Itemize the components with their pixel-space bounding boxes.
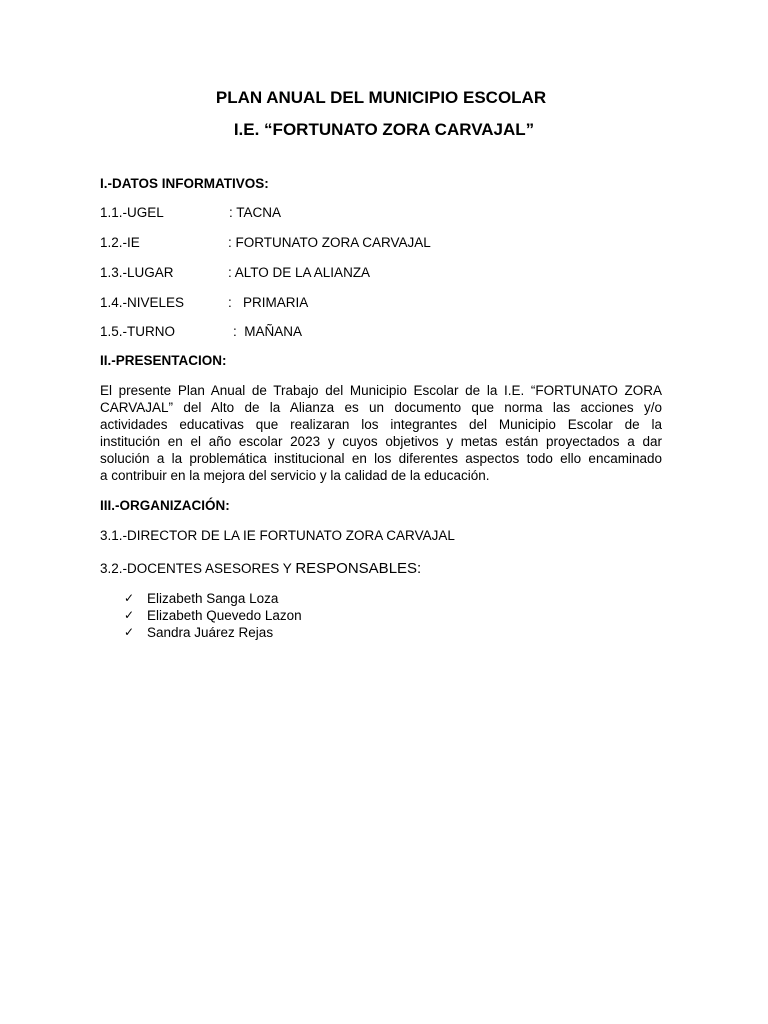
paragraph-line: El presente Plan Anual de Trabajo del Municipio Escolar de la I.E. “FORTUNATO ZORA	[100, 383, 662, 398]
info-label: 1.2.-IE	[100, 235, 140, 250]
checkmark-icon: ✓	[124, 608, 135, 622]
paragraph-line: a contribuir en la mejora del servicio y la calidad de la educación.	[100, 468, 490, 483]
paragraph-line: CARVAJAL” del Alto de la Alianza es un documento que norma las acciones y/o	[100, 400, 662, 415]
presentation-paragraph	[100, 382, 662, 484]
info-value: : PRIMARIA	[228, 295, 309, 310]
section-heading-datos: I.-DATOS INFORMATIVOS:	[100, 176, 269, 191]
organization-director: 3.1.-DIRECTOR DE LA IE FORTUNATO ZORA CARVAJAL	[100, 528, 455, 543]
advisors-heading-suffix: RESPONSABLES:	[295, 560, 422, 577]
section-heading-organizacion: III.-ORGANIZACIÓN:	[100, 498, 230, 513]
info-label: 1.1.-UGEL	[100, 205, 164, 220]
paragraph-line: solución a la problemática institucional en los diferentes aspectos todo ello encaminado	[100, 451, 662, 466]
document-subtitle: I.E. “FORTUNATO ZORA CARVAJAL”	[233, 120, 535, 139]
advisor-name: Elizabeth Quevedo Lazon	[147, 608, 302, 623]
info-value: : TACNA	[229, 205, 282, 220]
document-title: PLAN ANUAL DEL MUNICIPIO ESCOLAR	[215, 88, 547, 107]
info-value: : ALTO DE LA ALIANZA	[228, 265, 371, 280]
advisor-name: Elizabeth Sanga Loza	[147, 591, 279, 606]
organization-advisors-heading	[100, 561, 421, 577]
info-value: : FORTUNATO ZORA CARVAJAL	[228, 235, 431, 250]
checkmark-icon: ✓	[124, 625, 135, 639]
info-value: : MAÑANA	[233, 324, 303, 339]
info-label: 1.4.-NIVELES	[100, 295, 185, 310]
checkmark-icon: ✓	[124, 591, 135, 605]
advisor-name: Sandra Juárez Rejas	[147, 625, 274, 640]
section-heading-presentacion: II.-PRESENTACION:	[100, 353, 227, 368]
info-label: 1.5.-TURNO	[100, 324, 176, 339]
paragraph-line: institución en el año escolar 2023 y cuyos objetivos y metas están proyectados a dar	[100, 434, 662, 449]
advisors-heading-prefix: 3.2.-DOCENTES ASESORES Y	[100, 561, 296, 576]
info-label: 1.3.-LUGAR	[100, 265, 174, 280]
paragraph-line: actividades educativas que realizaran los integrantes del Municipio Escolar de la	[100, 417, 662, 432]
